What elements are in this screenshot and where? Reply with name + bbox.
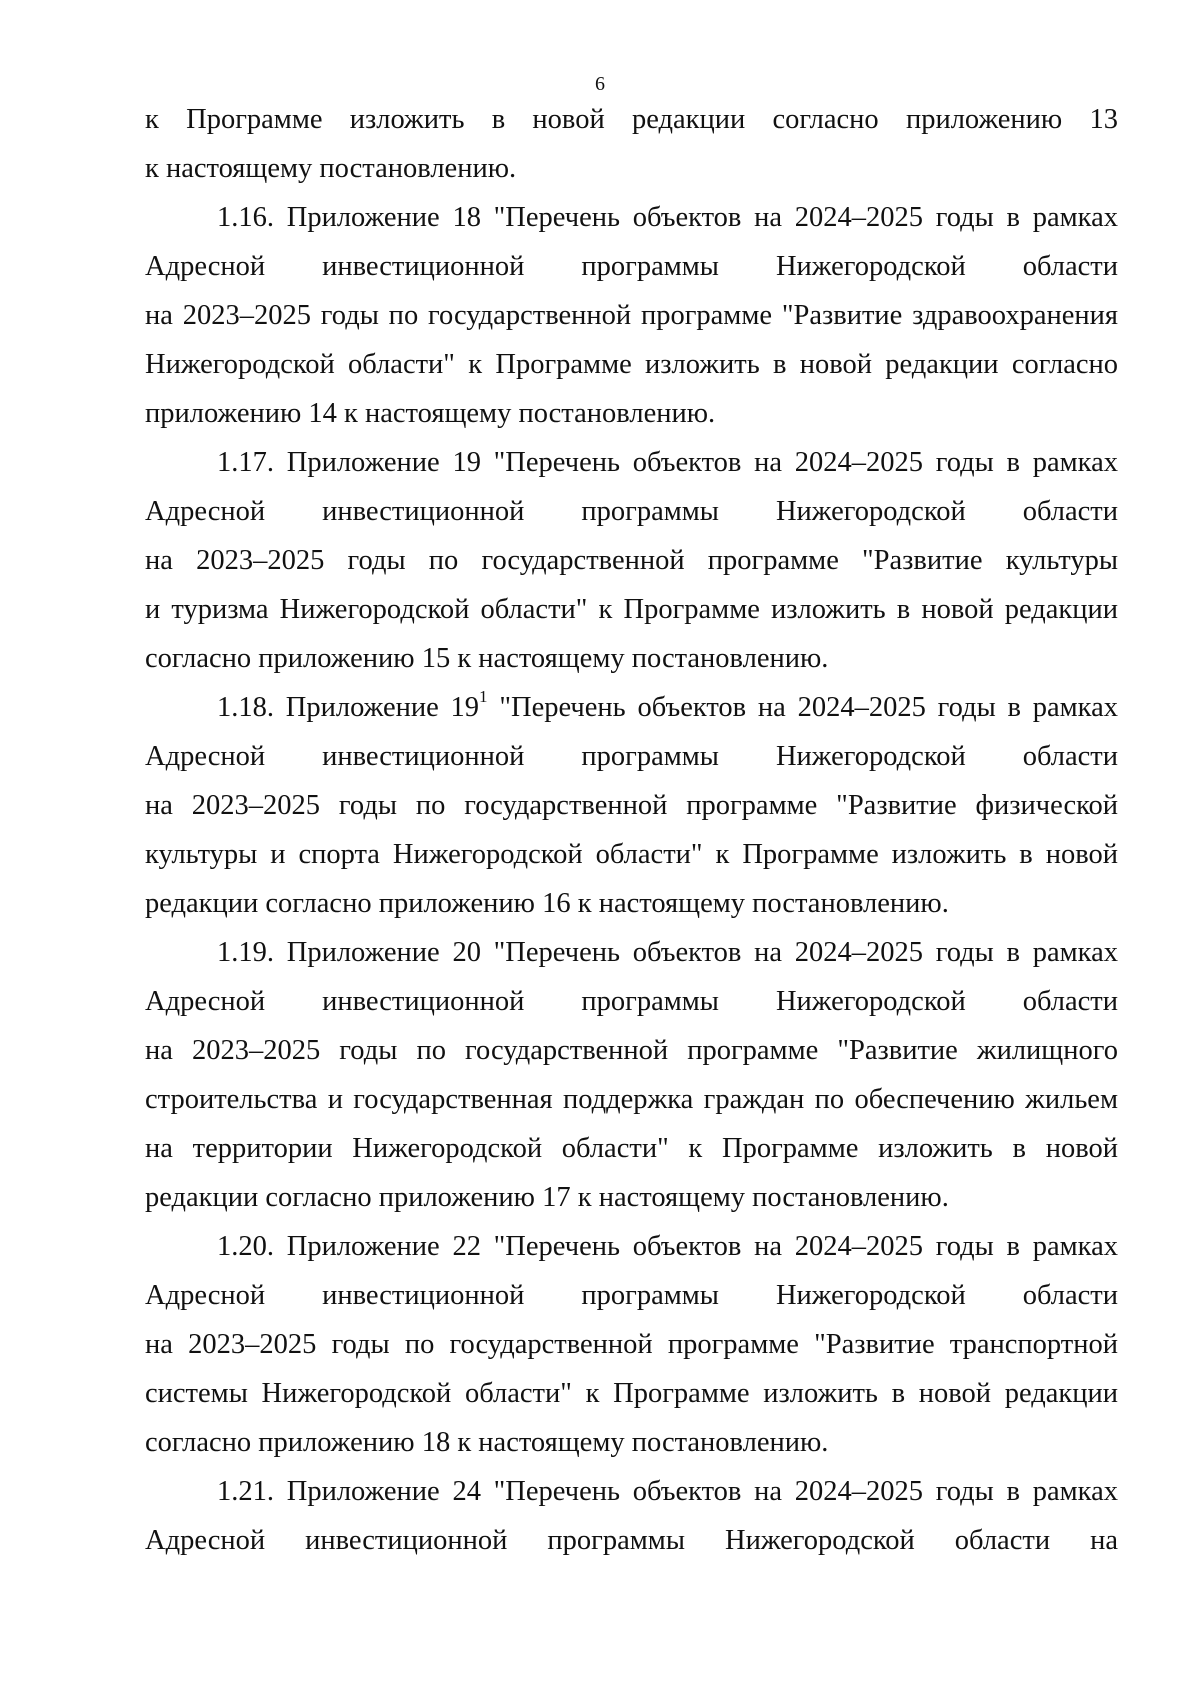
page-number: 6: [595, 73, 605, 95]
text-line: Адресной инвестиционной программы Нижегородской области на: [145, 1525, 1118, 1556]
text-line: согласно приложению 18 к настоящему постановлению.: [145, 1427, 829, 1458]
text-line: и туризма Нижегородской области" к Программе изложить в новой редакции: [145, 594, 1118, 625]
paragraph-1-17-first-line: 1.17. Приложение 19 "Перечень объектов на 2024–2025 годы в рамках: [217, 447, 1118, 478]
text-line: на 2023–2025 годы по государственной программе "Развитие жилищного: [145, 1035, 1118, 1066]
text-line: на 2023–2025 годы по государственной программе "Развитие здравоохранения: [145, 300, 1118, 331]
text-line: культуры и спорта Нижегородской области" к Программе изложить в новой: [145, 839, 1118, 870]
paragraph-1-16-first-line: 1.16. Приложение 18 "Перечень объектов на 2024–2025 годы в рамках: [217, 202, 1118, 233]
paragraph-1-21-first-line: 1.21. Приложение 24 "Перечень объектов на 2024–2025 годы в рамках: [217, 1476, 1118, 1507]
text-line: системы Нижегородской области" к Программе изложить в новой редакции: [145, 1378, 1118, 1409]
text-line: на 2023–2025 годы по государственной программе "Развитие физической: [145, 790, 1118, 821]
text-line: Адресной инвестиционной программы Нижегородской области: [145, 251, 1118, 282]
text-line: строительства и государственная поддержка граждан по обеспечению жильем: [145, 1084, 1118, 1115]
line-text-before-superscript: 1.18. Приложение 19: [217, 692, 480, 723]
text-line: Адресной инвестиционной программы Нижегородской области: [145, 496, 1118, 527]
paragraph-1-18-first-line: [145, 683, 1118, 732]
text-line: Адресной инвестиционной программы Нижегородской области: [145, 741, 1118, 772]
paragraph-1-19-first-line: 1.19. Приложение 20 "Перечень объектов на 2024–2025 годы в рамках: [217, 937, 1118, 968]
text-line: к Программе изложить в новой редакции согласно приложению 13: [145, 104, 1118, 135]
text-line: на 2023–2025 годы по государственной программе "Развитие культуры: [145, 545, 1118, 576]
text-line: к настоящему постановлению.: [145, 153, 517, 184]
text-line: редакции согласно приложению 17 к настоящему постановлению.: [145, 1182, 949, 1213]
text-line: на территории Нижегородской области" к Программе изложить в новой: [145, 1133, 1118, 1164]
text-line: Адресной инвестиционной программы Нижегородской области: [145, 986, 1118, 1017]
text-line: на 2023–2025 годы по государственной программе "Развитие транспортной: [145, 1329, 1118, 1360]
line-text-after-superscript: "Перечень объектов на 2024–2025 годы в рамках: [487, 692, 1118, 723]
text-line: редакции согласно приложению 16 к настоящему постановлению.: [145, 888, 949, 919]
paragraph-1-20-first-line: 1.20. Приложение 22 "Перечень объектов на 2024–2025 годы в рамках: [217, 1231, 1118, 1262]
text-line: Нижегородской области" к Программе изложить в новой редакции согласно: [145, 349, 1118, 380]
document-body: [145, 95, 1118, 1565]
text-line: Адресной инвестиционной программы Нижегородской области: [145, 1280, 1118, 1311]
text-line: приложению 14 к настоящему постановлению.: [145, 398, 716, 429]
text-line: согласно приложению 15 к настоящему постановлению.: [145, 643, 829, 674]
superscript: 1: [479, 687, 488, 707]
